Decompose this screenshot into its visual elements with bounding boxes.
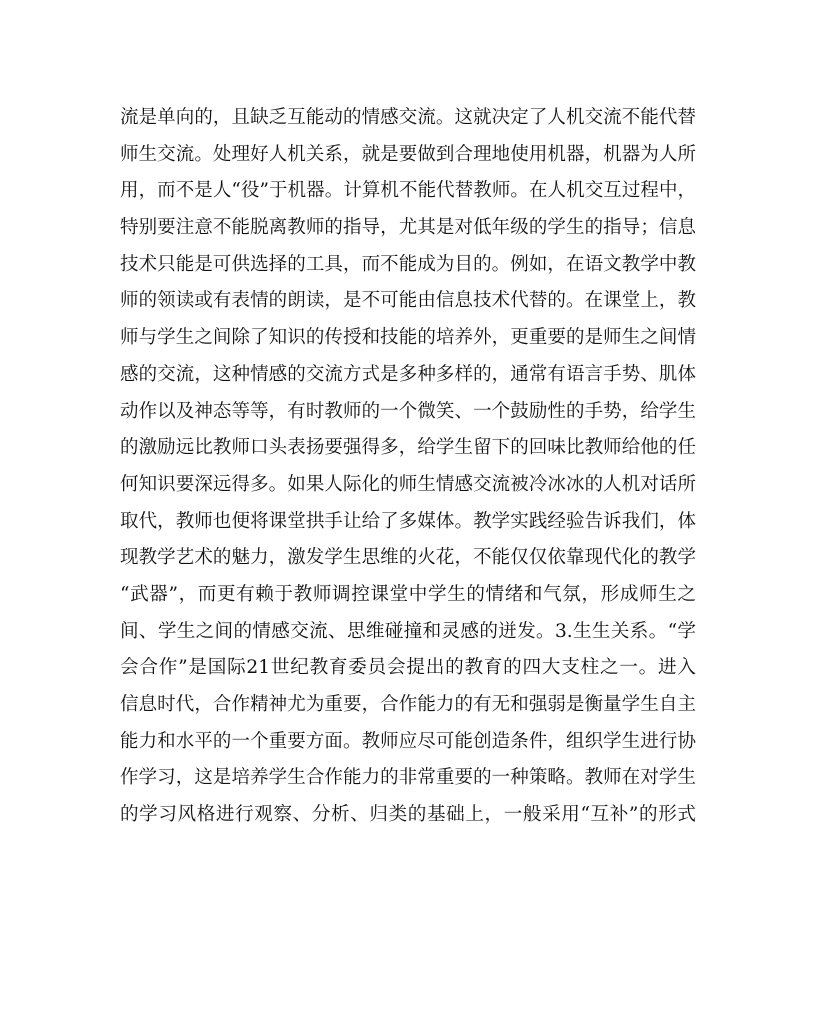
text-line: 感的交流，这种情感的交流方式是多种多样的，通常有语言手势、肌体 xyxy=(120,363,696,385)
text-line: 作学习，这是培养学生合作能力的非常重要的一种策略。教师在对学生 xyxy=(120,767,696,789)
text-line: 何知识要深远得多。如果人际化的师生情感交流被冷冰冰的人机对话所 xyxy=(120,473,696,495)
text-line: 师生交流。处理好人机关系，就是要做到合理地使用机器，机器为人所 xyxy=(120,143,696,165)
text-line: 取代，教师也便将课堂拱手让给了多媒体。教学实践经验告诉我们，体 xyxy=(120,510,696,532)
text-line: 师的领读或有表情的朗读，是不可能由信息技术代替的。在课堂上，教 xyxy=(120,290,696,312)
text-line: 特别要注意不能脱离教师的指导，尤其是对低年级的学生的指导；信息 xyxy=(120,217,696,239)
text-line: 动作以及神态等等，有时教师的一个微笑、一个鼓励性的手势，给学生 xyxy=(120,400,696,422)
text-line: 间、学生之间的情感交流、思维碰撞和灵感的迸发。3.生生关系。“学 xyxy=(120,620,696,642)
text-line: 技术只能是可供选择的工具，而不能成为目的。例如，在语文教学中教 xyxy=(120,253,696,275)
text-line: 用，而不是人“役”于机器。计算机不能代替教师。在人机交互过程中， xyxy=(120,180,696,202)
text-line: 的学习风格进行观察、分析、归类的基础上，一般采用“互补”的形式 xyxy=(120,804,696,826)
text-line: 能力和水平的一个重要方面。教师应尽可能创造条件，组织学生进行协 xyxy=(120,730,696,752)
text-line: 的激励远比教师口头表扬要强得多，给学生留下的回味比教师给他的任 xyxy=(120,437,696,459)
body-paragraph xyxy=(120,100,696,834)
text-line: 现教学艺术的魅力，激发学生思维的火花，不能仅仅依靠现代化的教学 xyxy=(120,547,696,569)
text-line: 会合作”是国际21世纪教育委员会提出的教育的四大支柱之一。进入 xyxy=(120,657,696,679)
text-line: 流是单向的，且缺乏互能动的情感交流。这就决定了人机交流不能代替 xyxy=(120,107,696,128)
text-line: 信息时代，合作精神尤为重要，合作能力的有无和强弱是衡量学生自主 xyxy=(120,694,696,715)
text-line: 师与学生之间除了知识的传授和技能的培养外，更重要的是师生之间情 xyxy=(120,327,696,349)
text-line: “武器”，而更有赖于教师调控课堂中学生的情绪和气氛，形成师生之 xyxy=(120,583,696,605)
